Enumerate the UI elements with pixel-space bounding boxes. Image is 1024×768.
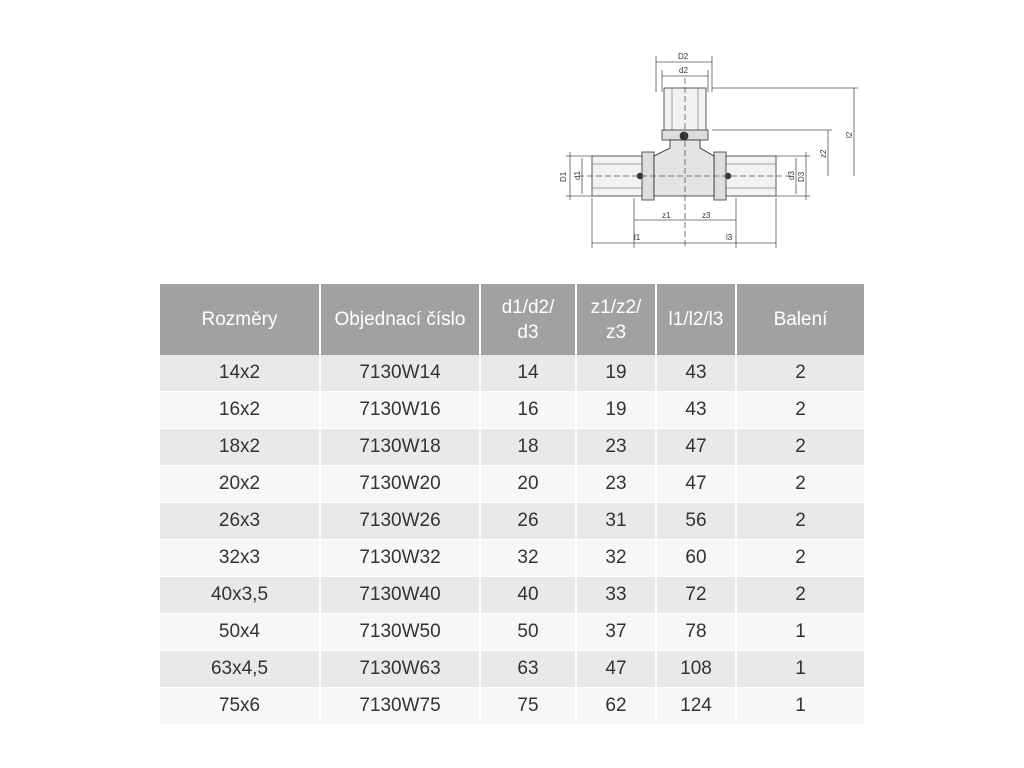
cell-objednaci-cislo: 7130W50 bbox=[320, 614, 480, 651]
cell-objednaci-cislo: 7130W75 bbox=[320, 688, 480, 725]
dim-D1-label: D1 bbox=[559, 171, 568, 182]
dim-l1-label: l1 bbox=[634, 233, 641, 242]
dim-d2-label: d2 bbox=[679, 66, 688, 75]
table-row bbox=[160, 392, 864, 429]
dim-z3-label: z3 bbox=[702, 211, 711, 220]
cell-z: 47 bbox=[576, 651, 656, 688]
dimensions-table bbox=[160, 284, 864, 725]
cell-l: 60 bbox=[656, 540, 736, 577]
cell-rozmery: 26x3 bbox=[160, 503, 320, 540]
cell-z: 19 bbox=[576, 355, 656, 392]
cell-z: 23 bbox=[576, 429, 656, 466]
cell-d: 63 bbox=[480, 651, 576, 688]
cell-rozmery: 20x2 bbox=[160, 466, 320, 503]
cell-z: 23 bbox=[576, 466, 656, 503]
cell-rozmery: 16x2 bbox=[160, 392, 320, 429]
table-row bbox=[160, 577, 864, 614]
table-row bbox=[160, 503, 864, 540]
dim-d1-label: d1 bbox=[573, 171, 582, 180]
tee-fitting-drawing bbox=[552, 48, 872, 258]
cell-d: 18 bbox=[480, 429, 576, 466]
cell-l: 72 bbox=[656, 577, 736, 614]
table-row bbox=[160, 355, 864, 392]
header-baleni: Balení bbox=[736, 284, 864, 355]
table-row bbox=[160, 540, 864, 577]
cell-baleni: 2 bbox=[736, 577, 864, 614]
table-row bbox=[160, 466, 864, 503]
cell-l: 43 bbox=[656, 355, 736, 392]
cell-l: 43 bbox=[656, 392, 736, 429]
cell-baleni: 1 bbox=[736, 688, 864, 725]
cell-rozmery: 14x2 bbox=[160, 355, 320, 392]
cell-objednaci-cislo: 7130W18 bbox=[320, 429, 480, 466]
dim-z2-label: z2 bbox=[819, 149, 828, 158]
table-row bbox=[160, 614, 864, 651]
dim-d3-label: d3 bbox=[787, 171, 796, 180]
cell-z: 33 bbox=[576, 577, 656, 614]
header-z1-z2-z3: z1/z2/ z3 bbox=[576, 284, 656, 355]
cell-baleni: 2 bbox=[736, 355, 864, 392]
header-rozmery: Rozměry bbox=[160, 284, 320, 355]
cell-objednaci-cislo: 7130W20 bbox=[320, 466, 480, 503]
cell-baleni: 2 bbox=[736, 540, 864, 577]
cell-rozmery: 18x2 bbox=[160, 429, 320, 466]
cell-d: 40 bbox=[480, 577, 576, 614]
header-d1-d2-d3: d1/d2/ d3 bbox=[480, 284, 576, 355]
cell-z: 32 bbox=[576, 540, 656, 577]
cell-rozmery: 63x4,5 bbox=[160, 651, 320, 688]
cell-d: 32 bbox=[480, 540, 576, 577]
cell-l: 108 bbox=[656, 651, 736, 688]
table-header-row bbox=[160, 284, 864, 355]
table-row bbox=[160, 651, 864, 688]
cell-l: 56 bbox=[656, 503, 736, 540]
cell-objednaci-cislo: 7130W16 bbox=[320, 392, 480, 429]
cell-z: 37 bbox=[576, 614, 656, 651]
cell-d: 16 bbox=[480, 392, 576, 429]
cell-d: 75 bbox=[480, 688, 576, 725]
cell-objednaci-cislo: 7130W14 bbox=[320, 355, 480, 392]
cell-rozmery: 40x3,5 bbox=[160, 577, 320, 614]
cell-baleni: 2 bbox=[736, 466, 864, 503]
cell-objednaci-cislo: 7130W40 bbox=[320, 577, 480, 614]
cell-rozmery: 75x6 bbox=[160, 688, 320, 725]
dim-z1-label: z1 bbox=[662, 211, 671, 220]
cell-rozmery: 50x4 bbox=[160, 614, 320, 651]
cell-objednaci-cislo: 7130W26 bbox=[320, 503, 480, 540]
cell-baleni: 1 bbox=[736, 651, 864, 688]
cell-l: 124 bbox=[656, 688, 736, 725]
cell-d: 50 bbox=[480, 614, 576, 651]
cell-d: 26 bbox=[480, 503, 576, 540]
cell-l: 47 bbox=[656, 429, 736, 466]
cell-baleni: 1 bbox=[736, 614, 864, 651]
cell-d: 14 bbox=[480, 355, 576, 392]
cell-objednaci-cislo: 7130W32 bbox=[320, 540, 480, 577]
cell-baleni: 2 bbox=[736, 392, 864, 429]
cell-z: 62 bbox=[576, 688, 656, 725]
cell-objednaci-cislo: 7130W63 bbox=[320, 651, 480, 688]
cell-rozmery: 32x3 bbox=[160, 540, 320, 577]
cell-l: 78 bbox=[656, 614, 736, 651]
header-l1-l2-l3: l1/l2/l3 bbox=[656, 284, 736, 355]
cell-z: 19 bbox=[576, 392, 656, 429]
dim-l3-label: l3 bbox=[726, 233, 733, 242]
cell-d: 20 bbox=[480, 466, 576, 503]
cell-l: 47 bbox=[656, 466, 736, 503]
table-row bbox=[160, 429, 864, 466]
table-row bbox=[160, 688, 864, 725]
cell-baleni: 2 bbox=[736, 429, 864, 466]
dim-l2-label: l2 bbox=[845, 131, 854, 138]
header-objednaci-cislo: Objednací číslo bbox=[320, 284, 480, 355]
dim-D3-label: D3 bbox=[797, 171, 806, 182]
dim-D2-label: D2 bbox=[678, 52, 689, 61]
cell-z: 31 bbox=[576, 503, 656, 540]
cell-baleni: 2 bbox=[736, 503, 864, 540]
